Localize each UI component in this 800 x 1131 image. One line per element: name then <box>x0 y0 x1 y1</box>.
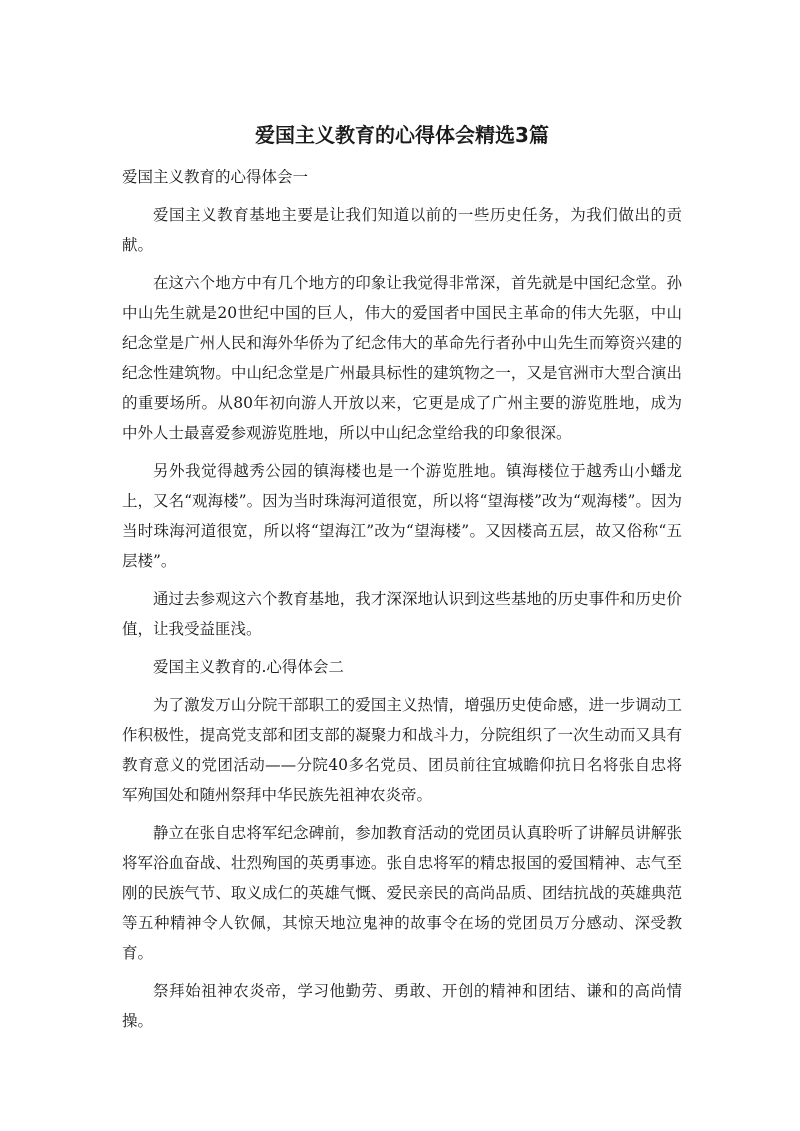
paragraph: 为了激发万山分院干部职工的爱国主义热情，增强历史使命感，进一步调动工作积极性，提高党支部和团支部的凝聚力和战斗力，分院组织了一次生动而又具有教育意义的党团活动——分院40多名党员、团员前往宜城瞻仰抗日名将张自忠将军殉国处和随州祭拜中华民族先祖神农炎帝。 <box>122 696 682 804</box>
paragraph: 通过去参观这六个教育基地，我才深深地认识到这些基地的历史事件和历史价值，让我受益匪浅。 <box>122 590 682 638</box>
paragraph: 爱国主义教育基地主要是让我们知道以前的一些历史任务，为我们做出的贡献。 <box>122 206 682 254</box>
paragraph: 另外我觉得越秀公园的镇海楼也是一个游览胜地。镇海楼位于越秀山小蟠龙上，又名“观海楼”。因为当时珠海河道很宽，所以将“望海楼”改为“观海楼”。因为当时珠海河道很宽，所以将“望海江”改为“望海楼”。又因楼高五层，故又俗称“五层楼”。 <box>122 462 682 570</box>
document-title: 爱国主义教育的心得体会精选3篇 <box>255 123 549 147</box>
paragraph: 在这六个地方中有几个地方的印象让我觉得非常深，首先就是中国纪念堂。孙中山先生就是20世纪中国的巨人，伟大的爱国者中国民主革命的伟大先驱，中山纪念堂是广州人民和海外华侨为了纪念伟大的革命先行者孙中山先生而筹资兴建的纪念性建筑物。中山纪念堂是广州最具标性的建筑物之一，又是官洲市大型合演出的重要场所。从80年初向游人开放以来，它更是成了广州主要的游览胜地，成为中外人士最喜爱参观游览胜地，所以中山纪念堂给我的印象很深。 <box>122 274 682 442</box>
paragraph: 祭拜始祖神农炎帝，学习他勤劳、勇敢、开创的精神和团结、谦和的高尚情操。 <box>122 982 682 1030</box>
section-heading-2: 爱国主义教育的.心得体会二 <box>153 658 344 676</box>
document-body <box>122 162 682 1044</box>
section-heading-1: 爱国主义教育的心得体会一 <box>122 168 309 186</box>
paragraph: 静立在张自忠将军纪念碑前，参加教育活动的党团员认真聆听了讲解员讲解张将军浴血奋战、壮烈殉国的英勇事迹。张自忠将军的精忠报国的爱国精神、志气至刚的民族气节、取义成仁的英雄气慨、爱民亲民的高尚品质、团结抗战的英雄典范等五种精神令人钦佩，其惊天地泣鬼神的故事令在场的党团员万分感动、深受教育。 <box>122 824 682 962</box>
